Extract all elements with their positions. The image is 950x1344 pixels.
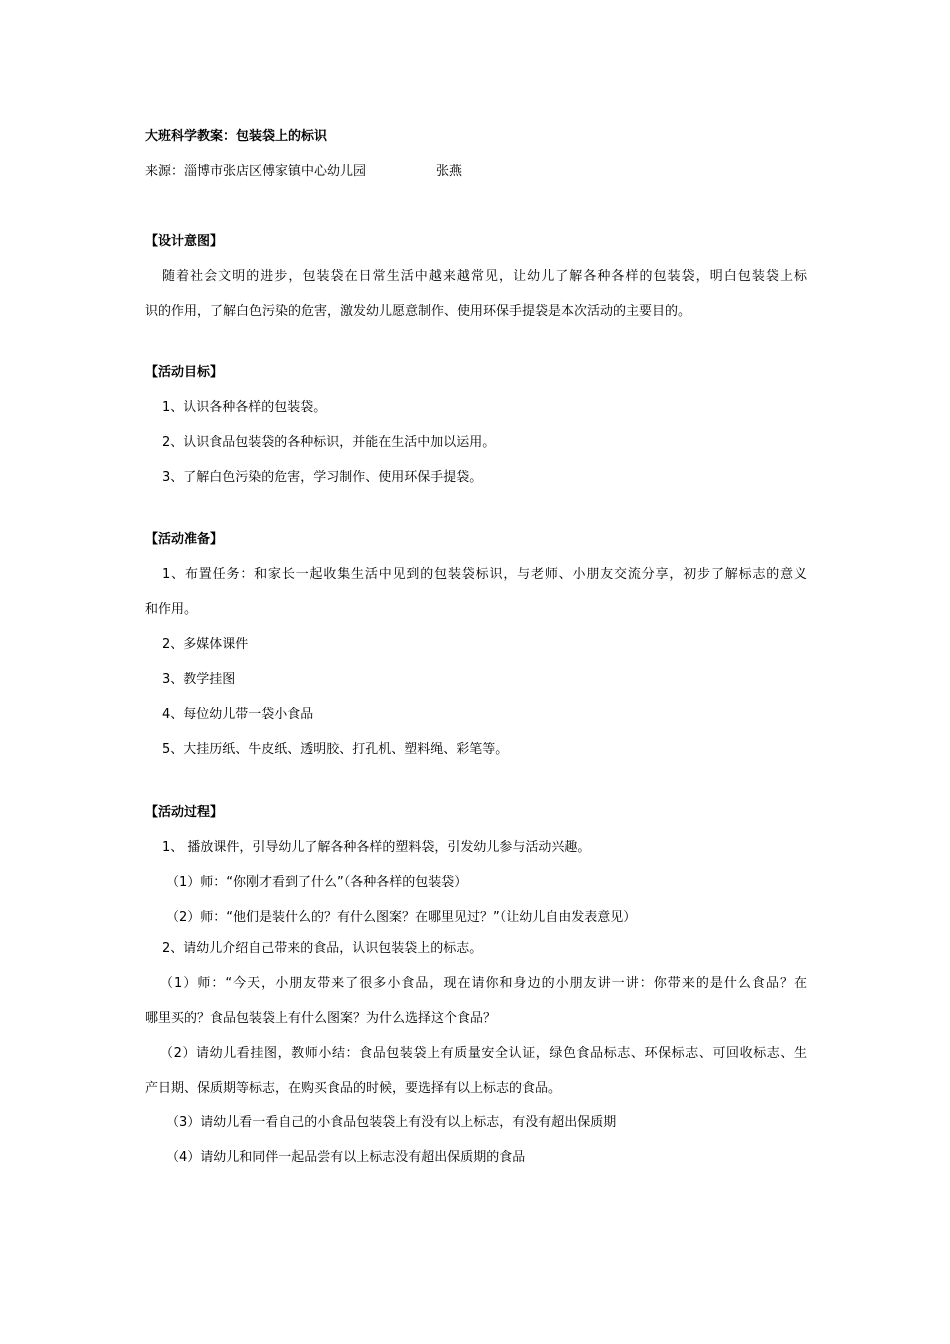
goal-item-1: 1、认识各种各样的包装袋。 — [162, 400, 327, 415]
goals-heading: 【活动目标】 — [145, 365, 224, 380]
process-step-1-sub-2: （2）师：“他们是装什么的？有什么图案？在哪里见过？”（让幼儿自由发表意见） — [166, 910, 637, 925]
prep-item-2: 2、多媒体课件 — [162, 637, 249, 652]
source-line: 来源：淄博市张店区傅家镇中心幼儿园 — [145, 164, 367, 179]
prep-item-3: 3、教学挂图 — [162, 672, 236, 687]
author-name: 张燕 — [436, 164, 463, 179]
goal-item-3: 3、了解白色污染的危害，学习制作、使用环保手提袋。 — [162, 470, 483, 485]
process-heading: 【活动过程】 — [145, 805, 224, 820]
process-step-2-sub-2-line-2: 产日期、保质期等标志，在购买食品的时候，要选择有以上标志的食品。 — [145, 1081, 562, 1096]
design-heading: 【设计意图】 — [145, 234, 224, 249]
prep-heading: 【活动准备】 — [145, 532, 224, 547]
process-step-2-sub-3: （3）请幼儿看一看自己的小食品包装袋上有没有以上标志，有没有超出保质期 — [166, 1115, 617, 1130]
process-step-2: 2、请幼儿介绍自己带来的食品，认识包装袋上的标志。 — [162, 941, 483, 956]
process-step-1-sub-1: （1）师：“你刚才看到了什么”（各种各样的包装袋） — [166, 875, 468, 890]
process-step-2-sub-1-line-2: 哪里买的？食品包装袋上有什么图案？为什么选择这个食品？ — [145, 1011, 497, 1026]
goal-item-2: 2、认识食品包装袋的各种标识，并能在生活中加以运用。 — [162, 435, 496, 450]
prep-item-1-line-2: 和作用。 — [145, 602, 198, 617]
prep-item-5: 5、大挂历纸、牛皮纸、透明胶、打孔机、塑料绳、彩笔等。 — [162, 742, 509, 757]
process-step-1: 1、 播放课件，引导幼儿了解各种各样的塑料袋，引发幼儿参与活动兴趣。 — [162, 840, 591, 855]
process-step-2-sub-1-line-1: （1）师：“今天，小朋友带来了很多小食品，现在请你和身边的小朋友讲一讲：你带来的是什么食品？在 — [160, 976, 807, 991]
prep-item-1-line-1: 1、布置任务：和家长一起收集生活中见到的包装袋标识，与老师、小朋友交流分享，初步了解标志的意义 — [162, 567, 807, 582]
design-paragraph-line-1: 随着社会文明的进步，包装袋在日常生活中越来越常见，让幼儿了解各种各样的包装袋，明白包装袋上标 — [162, 269, 807, 284]
process-step-2-sub-2-line-1: （2）请幼儿看挂图，教师小结：食品包装袋上有质量安全认证，绿色食品标志、环保标志、可回收标志、生 — [160, 1046, 807, 1061]
document-title: 大班科学教案：包装袋上的标识 — [145, 129, 328, 144]
prep-item-4: 4、每位幼儿带一袋小食品 — [162, 707, 314, 722]
design-paragraph-line-2: 识的作用，了解白色污染的危害，激发幼儿愿意制作、使用环保手提袋是本次活动的主要目的。 — [145, 304, 692, 319]
process-step-2-sub-4: （4）请幼儿和同伴一起品尝有以上标志没有超出保质期的食品 — [166, 1150, 526, 1165]
